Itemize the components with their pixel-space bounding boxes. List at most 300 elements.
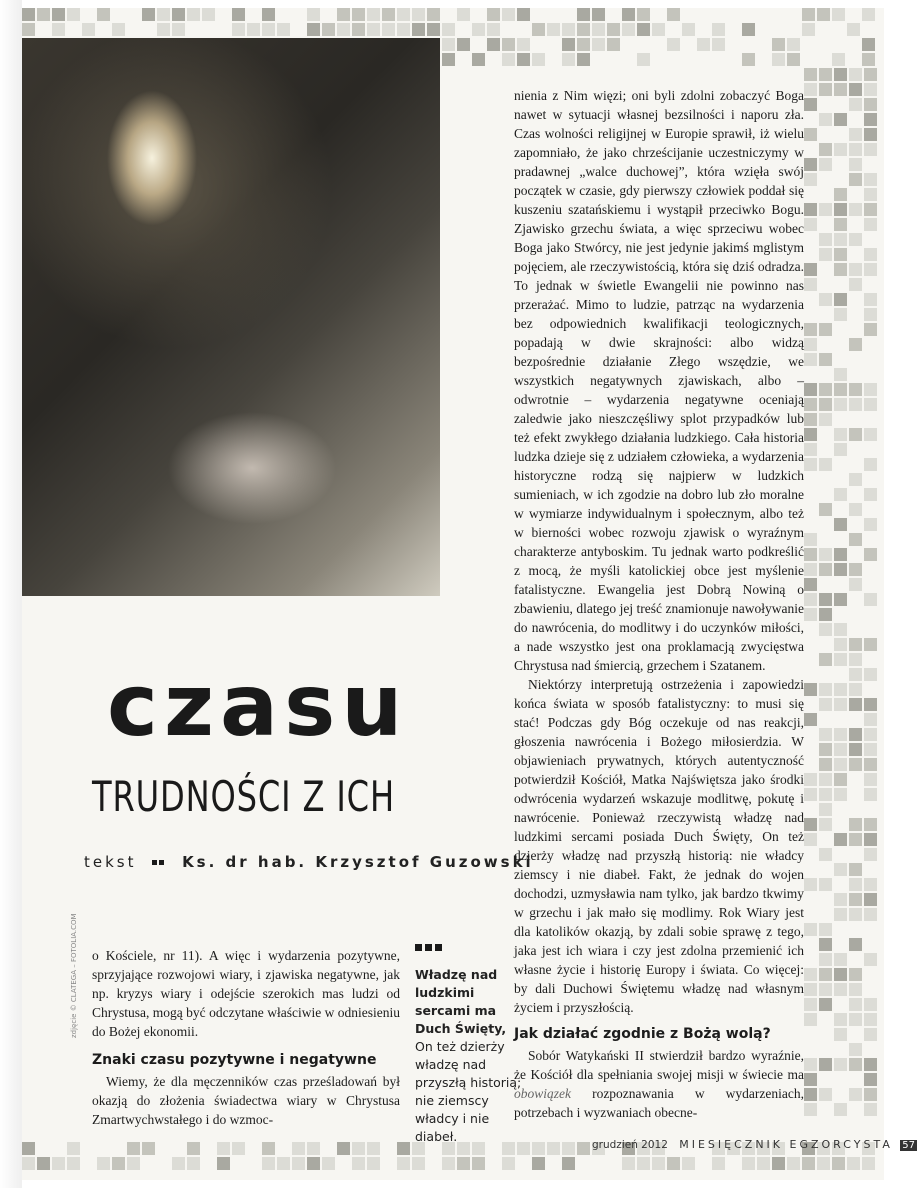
pixel-tile xyxy=(802,1157,815,1170)
pixel-tile xyxy=(849,563,862,576)
pixel-tile xyxy=(834,218,847,231)
right-column xyxy=(514,86,804,1122)
pixel-tile xyxy=(834,1028,847,1041)
pixel-tile xyxy=(864,203,877,216)
pixel-tile xyxy=(832,8,845,21)
paragraph xyxy=(514,1046,804,1122)
page-gutter xyxy=(0,0,22,1188)
pixel-tile xyxy=(322,1157,335,1170)
pixel-tile xyxy=(864,173,877,186)
pixel-tile xyxy=(849,758,862,771)
pixel-tile xyxy=(562,23,575,36)
pixel-tile xyxy=(817,1157,830,1170)
pixel-tile xyxy=(819,293,832,306)
headline-subtitle: TRUDNOŚCI Z ICH xyxy=(92,772,395,821)
paragraph: Niektórzy interpretują ostrzeżenia i zapowiedzi końca świata w sposób fatalistyczny: to musi się stać! Podczas gdy Bóg oczekuje od nas reakcji, głoszenia nawrócenia i Bożego miłosierdzia. W objawieniach prywatnych, których autentyczność potwierdził Kościół, Matka Najświętsza jako środki odwrócenia wydarzeń wskazuje modlitwę, pokutę i nawrócenie. Ponieważ rzeczywistą władzę nad ludzkimi sercami posiada Duch Święty, On też dzierży władzę nad przyszłą historią: nie władcy ziemscy i nie diabeł. Fakt, że jednak do wojen dochodzi, uzmysławia nam tylko, jak bardzo tkwimy w grzechu i jak mało się modlimy. Rok Wiary jest dla katolików okazją, by zdali sobie sprawę z tego, jaka jest ich wiara i czy jest zdolna przemienić ich własne życie i historię Europy i świata. Co więcej: by dali Duchowi Świętemu władzę nad własnym życiem i przyszłością. xyxy=(514,677,804,1015)
pixel-tile xyxy=(22,8,35,21)
byline-label: tekst xyxy=(84,853,137,871)
pixel-tile xyxy=(502,1157,515,1170)
pixel-tile xyxy=(772,1157,785,1170)
paragraph: nienia z Nim więzi; oni byli zdolni zobaczyć Boga nawet w sytuacji własnej bezsilności i naporu zła. Czas wolności religijnej w Europie sprawił, iż wielu zapomniało, że jako chrześcijanie uczestniczymy w pradawnej „walce duchowej”, która wzięła swój początek w czasie, gdy pierwszy człowiek poddał się kuszeniu szatańskiemu i wystąpił przeciwko Bogu. Zjawisko grzechu świata, a więc sprzeciwu wobec Boga jako Stwórcy, nie jest jedynie jakimś mglistym pojęciem, ale rzeczywistością, która się dziś odradza. To jednak w świetle Ewangelii nie powinno nas przerażać. Mimo to ludzie, patrząc na wydarzenia bez odpowiednich kwalifikacji teologicznych, popadają w dwie skrajności: albo widzą bezpośrednie działanie Złego wszędzie, we wszystkich negatywnych zjawiskach, albo – odwrotnie – wydarzenia negatywne oceniają zaledwie jako nieszczęśliwy splot przypadków lub też efekt zwykłego działania ludzkiego. Cała historia ludzka dzieje się z udziałem człowieka, a wydarzenia historyczne rodzą się najpierw w ludzkich sumieniach, w ich zgodzie na dobro lub zło moralne w wymiarze indywidualnym i społecznym, albo też w bierności wobec rozwoju zjawisk o wyraźnym charakterze antyboskim. Tu jednak warto podkreślić z mocą, że myśli katolickiej obce jest myślenie fatalistyczne. Ewangelia jest Dobrą Nowiną o zbawieniu, dlatego jej treść znamionuje nawoływanie do nawrócenia, do modlitwy i do uczynków miłości, a nade wszystko jest ona proklamacją zwycięstwa Chrystusa nad śmiercią, grzechem i Szatanem. xyxy=(514,88,804,673)
pixel-tile xyxy=(804,128,817,141)
pixel-tile xyxy=(864,1013,877,1026)
pixel-tile xyxy=(834,203,847,216)
pixel-tile xyxy=(804,263,817,276)
pixel-tile xyxy=(682,23,695,36)
pixel-tile xyxy=(804,608,817,621)
pixel-tile xyxy=(849,83,862,96)
pixel-tile xyxy=(849,68,862,81)
pixel-tile xyxy=(864,458,877,471)
pixel-tile xyxy=(819,83,832,96)
pixel-tile xyxy=(804,218,817,231)
pixel-tile xyxy=(262,8,275,21)
pixel-tile xyxy=(819,698,832,711)
pixel-tile xyxy=(262,1142,275,1155)
pixel-tile xyxy=(804,458,817,471)
pixel-tile xyxy=(819,968,832,981)
pixel-tile xyxy=(819,878,832,891)
pixel-tile xyxy=(819,353,832,366)
pixel-tile xyxy=(517,38,530,51)
pixel-tile xyxy=(834,953,847,966)
pixel-tile xyxy=(849,338,862,351)
pixel-tile xyxy=(804,1058,817,1071)
pixel-tile xyxy=(819,158,832,171)
pixel-tile xyxy=(864,218,877,231)
pixel-tile xyxy=(804,578,817,591)
pixel-tile xyxy=(864,758,877,771)
pixel-tile xyxy=(849,698,862,711)
pixel-tile xyxy=(637,8,650,21)
pixel-tile xyxy=(849,818,862,831)
pixel-tile-band-right xyxy=(804,68,884,1128)
pixel-tile xyxy=(787,38,800,51)
pixel-tile xyxy=(127,1142,140,1155)
pixel-tile xyxy=(834,398,847,411)
pixel-tile xyxy=(804,398,817,411)
pixel-tile xyxy=(864,68,877,81)
pixel-tile xyxy=(819,1088,832,1101)
pixel-tile xyxy=(834,488,847,501)
pixel-tile xyxy=(412,23,425,36)
pixel-tile xyxy=(834,908,847,921)
left-column xyxy=(92,946,400,1129)
pixel-tile xyxy=(397,8,410,21)
pixel-tile xyxy=(819,398,832,411)
pixel-tile xyxy=(547,1142,560,1155)
pixel-tile xyxy=(819,563,832,576)
pixel-tile xyxy=(337,8,350,21)
pixel-tile xyxy=(864,383,877,396)
pixel-tile xyxy=(52,8,65,21)
pixel-tile xyxy=(834,893,847,906)
pixel-tile xyxy=(834,968,847,981)
pixel-tile xyxy=(849,473,862,486)
pixel-tile xyxy=(667,8,680,21)
pixel-tile xyxy=(819,683,832,696)
pixel-tile xyxy=(849,638,862,651)
pixel-tile xyxy=(367,23,380,36)
paragraph: Wiemy, że dla męczenników czas prześladowań był okazją do złożenia świadectwa wiary w Chrystusa Zmartwychwstałego i do wzmoc- xyxy=(92,1074,400,1127)
pixel-tile xyxy=(819,788,832,801)
pixel-tile xyxy=(487,38,500,51)
candle-photo xyxy=(22,38,440,596)
pixel-tile xyxy=(819,623,832,636)
pixel-tile xyxy=(652,1157,665,1170)
pixel-tile xyxy=(232,23,245,36)
pixel-tile xyxy=(864,788,877,801)
pixel-tile xyxy=(472,23,485,36)
pixel-tile xyxy=(819,653,832,666)
pixel-tile xyxy=(457,1157,470,1170)
pixel-tile xyxy=(67,1142,80,1155)
pixel-tile xyxy=(864,818,877,831)
pixel-tile xyxy=(864,188,877,201)
pixel-tile xyxy=(382,23,395,36)
magazine-page xyxy=(22,8,915,1180)
pixel-tile xyxy=(834,248,847,261)
pixel-tile xyxy=(52,1157,65,1170)
pixel-tile xyxy=(834,368,847,381)
pixel-tile xyxy=(397,23,410,36)
pixel-tile xyxy=(864,998,877,1011)
pixel-tile xyxy=(532,53,545,66)
pixel-tile xyxy=(834,443,847,456)
pixel-tile xyxy=(592,38,605,51)
pixel-tile xyxy=(849,968,862,981)
page-footer xyxy=(592,1138,917,1151)
pixel-tile xyxy=(547,23,560,36)
pixel-tile xyxy=(834,983,847,996)
pixel-tile xyxy=(804,338,817,351)
pixel-tile xyxy=(457,8,470,21)
pull-quote-bold: Władzę nad ludzkimi sercami ma Duch Święty, xyxy=(415,967,507,1036)
pixel-tile xyxy=(834,1103,847,1116)
pixel-tile xyxy=(232,1142,245,1155)
pixel-tile xyxy=(804,443,817,456)
pixel-tile xyxy=(804,983,817,996)
pixel-tile xyxy=(834,383,847,396)
pixel-tile xyxy=(277,23,290,36)
pixel-tile xyxy=(834,293,847,306)
pixel-tile xyxy=(832,53,845,66)
photo-credit: zdjęcie © CLATEGA – FOTOLIA.COM xyxy=(70,913,78,1038)
pixel-tile xyxy=(849,383,862,396)
pixel-tile xyxy=(217,1157,230,1170)
pixel-tile xyxy=(667,1157,680,1170)
pixel-tile xyxy=(834,188,847,201)
pixel-tile xyxy=(864,308,877,321)
pixel-tile xyxy=(307,8,320,21)
pixel-tile xyxy=(742,1157,755,1170)
pixel-tile xyxy=(819,923,832,936)
pixel-tile xyxy=(819,548,832,561)
pixel-tile xyxy=(37,8,50,21)
pixel-tile xyxy=(412,8,425,21)
pixel-tile xyxy=(819,818,832,831)
pixel-tile xyxy=(819,68,832,81)
paragraph-text: Sobór Watykański II stwierdził bardzo wyraźnie, że Kościół dla spełniania swojej misji w świecie ma xyxy=(514,1048,804,1082)
pixel-tile xyxy=(849,143,862,156)
pixel-tile xyxy=(864,128,877,141)
pixel-tile xyxy=(849,743,862,756)
pixel-tile xyxy=(862,38,875,51)
pixel-tile xyxy=(864,1073,877,1086)
pixel-tile xyxy=(757,1157,770,1170)
pixel-tile xyxy=(637,23,650,36)
pixel-tile xyxy=(637,1157,650,1170)
pixel-tile xyxy=(834,773,847,786)
pixel-tile xyxy=(562,53,575,66)
pixel-tile xyxy=(307,1142,320,1155)
pixel-tile xyxy=(819,383,832,396)
pixel-tile xyxy=(607,38,620,51)
pixel-tile xyxy=(52,23,65,36)
pixel-tile xyxy=(532,1157,545,1170)
pixel-tile xyxy=(712,1157,725,1170)
pixel-tile xyxy=(637,53,650,66)
pixel-tile xyxy=(864,398,877,411)
pixel-tile xyxy=(487,23,500,36)
pixel-tile xyxy=(97,1157,110,1170)
pixel-tile xyxy=(849,128,862,141)
pixel-tile xyxy=(819,413,832,426)
pixel-tile xyxy=(804,98,817,111)
pixel-tile xyxy=(804,818,817,831)
pixel-tile xyxy=(804,413,817,426)
pixel-tile xyxy=(804,278,817,291)
pixel-tile xyxy=(849,1043,862,1056)
pixel-tile xyxy=(864,248,877,261)
pixel-tile xyxy=(862,1157,875,1170)
headline-word: czasu xyxy=(107,656,409,756)
byline-author: Ks. dr hab. Krzysztof Guzowski xyxy=(182,853,534,871)
pixel-tile xyxy=(864,698,877,711)
pixel-tile xyxy=(804,203,817,216)
pixel-tile xyxy=(849,683,862,696)
pixel-tile xyxy=(442,53,455,66)
pixel-tile xyxy=(804,68,817,81)
pixel-tile xyxy=(67,1157,80,1170)
pixel-tile xyxy=(804,713,817,726)
pixel-tile xyxy=(367,1157,380,1170)
pixel-tile xyxy=(834,863,847,876)
pixel-tile xyxy=(172,1157,185,1170)
pixel-tile xyxy=(442,38,455,51)
pixel-tile xyxy=(682,1157,695,1170)
pull-quote xyxy=(415,938,523,1146)
pixel-tile xyxy=(562,1157,575,1170)
pixel-tile xyxy=(322,23,335,36)
pixel-tile xyxy=(577,38,590,51)
pixel-tile xyxy=(849,533,862,546)
pixel-tile xyxy=(652,23,665,36)
pixel-tile xyxy=(849,173,862,186)
pixel-tile xyxy=(187,1142,200,1155)
pixel-tile xyxy=(367,8,380,21)
pixel-tile xyxy=(532,23,545,36)
pixel-tile xyxy=(804,353,817,366)
pixel-tile xyxy=(849,1088,862,1101)
pixel-tile xyxy=(819,458,832,471)
pixel-tile xyxy=(427,23,440,36)
pixel-tile xyxy=(804,788,817,801)
pixel-tile xyxy=(262,23,275,36)
pixel-tile xyxy=(804,998,817,1011)
pixel-tile xyxy=(697,38,710,51)
pixel-tile xyxy=(457,38,470,51)
pixel-tile xyxy=(742,53,755,66)
pixel-tile xyxy=(742,23,755,36)
pixel-tile xyxy=(352,8,365,21)
pixel-tile xyxy=(804,533,817,546)
pixel-tile xyxy=(187,8,200,21)
pixel-tile xyxy=(849,98,862,111)
pixel-tile xyxy=(819,998,832,1011)
pixel-tile xyxy=(864,1088,877,1101)
paragraph: o Kościele, nr 11). A więc i wydarzenia pozytywne, sprzyjające rozwojowi wiary, i zjawiska negatywne, jak np. kryzys wiary i odejście szerokich mas ludzi od Chrystusa, mogą być odczytane właściwie w odniesieniu do Bożej ekonomii. xyxy=(92,948,400,1039)
pixel-tile xyxy=(804,878,817,891)
pixel-tile xyxy=(819,848,832,861)
pixel-tile xyxy=(802,8,815,21)
byline xyxy=(84,853,534,871)
pixel-tile xyxy=(834,638,847,651)
pixel-tile xyxy=(412,1157,425,1170)
pixel-tile xyxy=(849,158,862,171)
pixel-tile xyxy=(849,398,862,411)
page-number: 57 xyxy=(902,1140,915,1151)
pixel-tile xyxy=(337,1142,350,1155)
pixel-tile xyxy=(112,1157,125,1170)
pixel-tile xyxy=(819,233,832,246)
pixel-tile xyxy=(849,938,862,951)
pixel-tile xyxy=(804,968,817,981)
pixel-tile xyxy=(819,758,832,771)
pixel-tile xyxy=(834,1013,847,1026)
pixel-tile xyxy=(502,53,515,66)
pixel-tile xyxy=(97,8,110,21)
pixel-tile xyxy=(804,1088,817,1101)
pull-quote-text: On też dzierży władzę nad przyszłą historią; nie ziemscy władcy i nie diabeł. xyxy=(415,1039,522,1144)
pixel-tile xyxy=(864,1103,877,1116)
pixel-tile xyxy=(834,833,847,846)
pixel-tile xyxy=(849,668,862,681)
section-heading: Jak działać zgodnie z Bożą wolą? xyxy=(514,1026,771,1042)
pixel-tile xyxy=(172,23,185,36)
pixel-tile xyxy=(772,38,785,51)
pixel-tile xyxy=(577,8,590,21)
pixel-tile xyxy=(864,878,877,891)
pixel-tile xyxy=(667,38,680,51)
pixel-tile xyxy=(834,728,847,741)
pixel-tile xyxy=(82,23,95,36)
pixel-tile xyxy=(622,8,635,21)
pixel-tile xyxy=(142,1142,155,1155)
pixel-tile xyxy=(849,833,862,846)
pixel-tile xyxy=(712,23,725,36)
pixel-tile xyxy=(849,893,862,906)
pixel-tile xyxy=(804,1103,817,1116)
pixel-tile xyxy=(804,548,817,561)
section-heading: Znaki czasu pozytywne i negatywne xyxy=(92,1052,377,1068)
pixel-tile xyxy=(849,653,862,666)
pixel-tile xyxy=(787,53,800,66)
pixel-tile xyxy=(247,23,260,36)
pixel-tile xyxy=(804,173,817,186)
pixel-tile xyxy=(834,233,847,246)
pixel-tile xyxy=(37,1157,50,1170)
pixel-tile xyxy=(232,8,245,21)
pixel-tile xyxy=(804,593,817,606)
pixel-tile xyxy=(862,53,875,66)
pixel-tile xyxy=(834,1058,847,1071)
pixel-tile xyxy=(352,1157,365,1170)
pixel-tile xyxy=(864,1028,877,1041)
pixel-tile xyxy=(834,623,847,636)
pixel-tile xyxy=(849,728,862,741)
pixel-tile xyxy=(502,38,515,51)
pixel-tile xyxy=(804,323,817,336)
pixel-tile xyxy=(67,8,80,21)
pixel-tile xyxy=(517,8,530,21)
pixel-tile xyxy=(849,998,862,1011)
pixel-tile xyxy=(397,1157,410,1170)
pixel-tile xyxy=(849,503,862,516)
pixel-tile xyxy=(337,23,350,36)
pixel-tile xyxy=(819,503,832,516)
pixel-tile xyxy=(849,908,862,921)
pixel-tile xyxy=(864,548,877,561)
pixel-tile xyxy=(787,1157,800,1170)
pixel-tile xyxy=(834,308,847,321)
pixel-tile xyxy=(367,1142,380,1155)
pixel-tile xyxy=(864,323,877,336)
issue-date: grudzień 2012 xyxy=(592,1139,668,1151)
pixel-tile xyxy=(834,68,847,81)
pixel-tile xyxy=(819,593,832,606)
pixel-tile xyxy=(819,983,832,996)
pixel-tile xyxy=(849,578,862,591)
pixel-tile xyxy=(849,983,862,996)
pixel-tile xyxy=(277,1157,290,1170)
pixel-tile xyxy=(804,833,817,846)
pixel-tile xyxy=(834,788,847,801)
pixel-tile xyxy=(864,908,877,921)
pixel-tile xyxy=(864,593,877,606)
pixel-tile xyxy=(187,1157,200,1170)
pixel-tile xyxy=(832,1157,845,1170)
pixel-tile xyxy=(834,758,847,771)
pixel-tile xyxy=(834,698,847,711)
pixel-tile xyxy=(772,53,785,66)
pixel-tile xyxy=(864,293,877,306)
pixel-tile xyxy=(864,713,877,726)
pixel-tile xyxy=(352,1142,365,1155)
pixel-tile xyxy=(849,878,862,891)
pixel-tile xyxy=(592,23,605,36)
pixel-tile xyxy=(127,1157,140,1170)
pixel-tile xyxy=(834,683,847,696)
pixel-tile xyxy=(804,383,817,396)
pixel-tile xyxy=(819,728,832,741)
pixel-tile xyxy=(22,1142,35,1155)
pixel-tile xyxy=(577,23,590,36)
pixel-tile xyxy=(849,263,862,276)
pixel-tile xyxy=(819,773,832,786)
pixel-tile xyxy=(22,1157,35,1170)
pixel-tile xyxy=(292,1142,305,1155)
